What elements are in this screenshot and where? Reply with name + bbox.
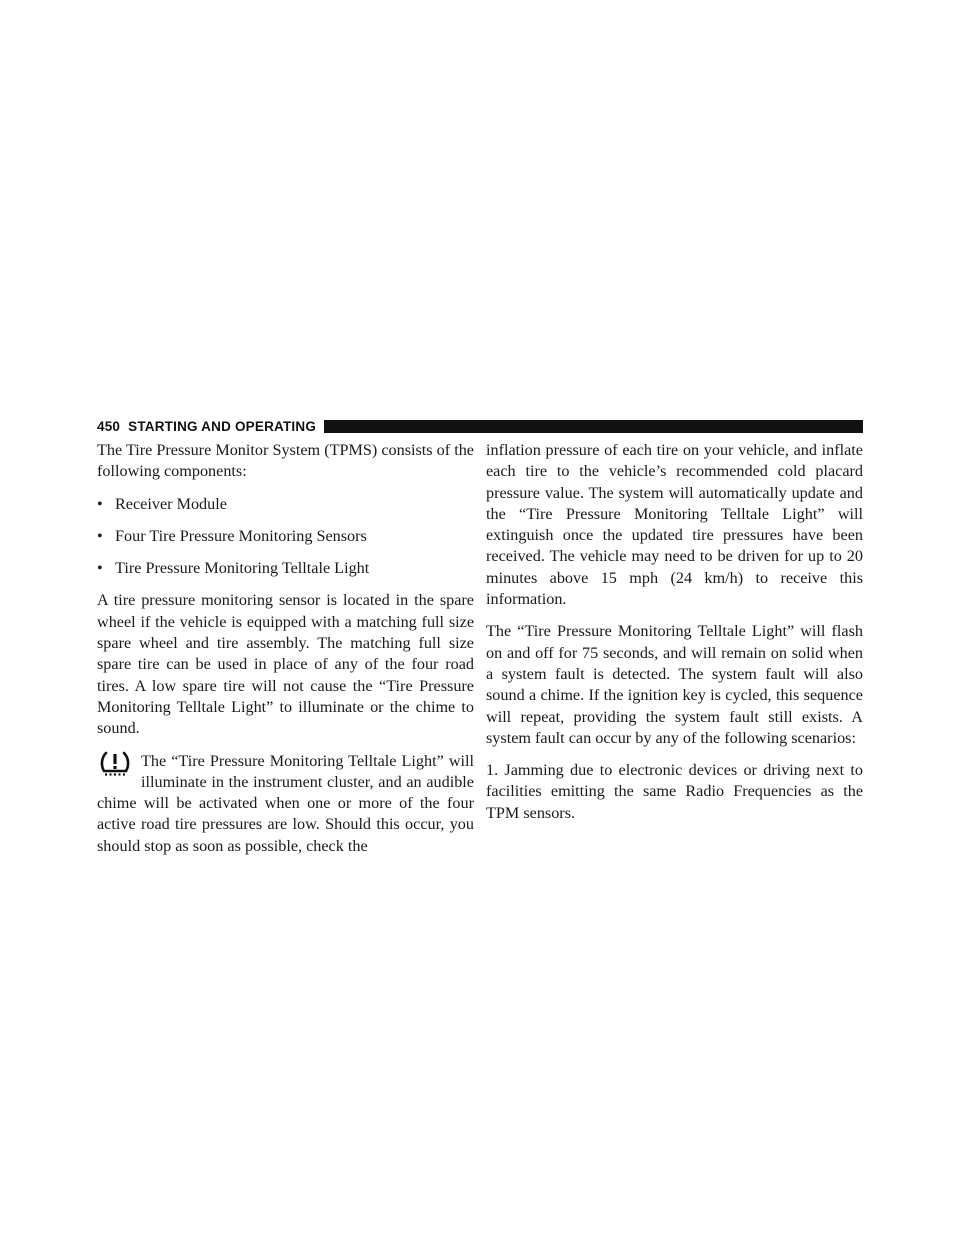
telltale-paragraph (97, 751, 474, 857)
section-title: STARTING AND OPERATING (128, 419, 317, 434)
telltale-paragraph-text: The “Tire Pressure Monitoring Telltale Light” will illuminate in the instrument cluster, and an audible chime will be activated when one or more of the four active road tire pressures are low. Should this occur, you should stop as soon as possible, check the (97, 751, 474, 855)
bullet-dot: • (97, 494, 103, 513)
tire-pressure-warning-icon (97, 750, 133, 780)
bullet-dot: • (97, 559, 103, 578)
page-number: 450 (97, 419, 121, 434)
spare-tire-paragraph: A tire pressure monitoring sensor is located in the spare wheel if the vehicle is equipped with a matching full size spare wheel and tire assembly. The matching full size spare tire can be used in place of any of the four road tires. A low spare tire will not cause the “Tire Pressure Monitoring Telltale Light” to illuminate or the chime to sound. (97, 591, 474, 738)
list-item-text: Four Tire Pressure Monitoring Sensors (115, 526, 367, 545)
continuation-paragraph: inflation pressure of each tire on your vehicle, and inflate each tire to the vehicle’s recommended cold placard pressure value. The system will automatically update and the “Tire Pressure Monitoring Telltale Light” will extinguish once the updated tire pressures have been received. The vehicle may need to be driven for up to 20 minutes above 15 mph (24 km/h) to receive this information. (486, 441, 863, 609)
header-rule (324, 420, 863, 433)
list-item-text: Receiver Module (115, 494, 227, 513)
list-item (97, 526, 474, 547)
left-column (97, 440, 474, 857)
system-fault-paragraph: The “Tire Pressure Monitoring Telltale Light” will flash on and off for 75 seconds, and will remain on solid when a system fault is detected. The system fault will also sound a chime. If the ignition key is cycled, this sequence will repeat, providing the system fault still exists. A system fault can occur by any of the following scenarios: (486, 622, 863, 747)
bullet-dot: • (97, 526, 103, 545)
scenario-item: 1. Jamming due to electronic devices or driving next to facilities emitting the same Radio Frequencies as the TPM sensors. (486, 761, 863, 822)
list-item (97, 558, 474, 579)
page-header (97, 418, 863, 435)
intro-paragraph: The Tire Pressure Monitor System (TPMS) consists of the following components: (97, 441, 474, 481)
list-item-text: Tire Pressure Monitoring Telltale Light (115, 559, 370, 578)
list-item (97, 494, 474, 515)
right-column (486, 440, 863, 835)
